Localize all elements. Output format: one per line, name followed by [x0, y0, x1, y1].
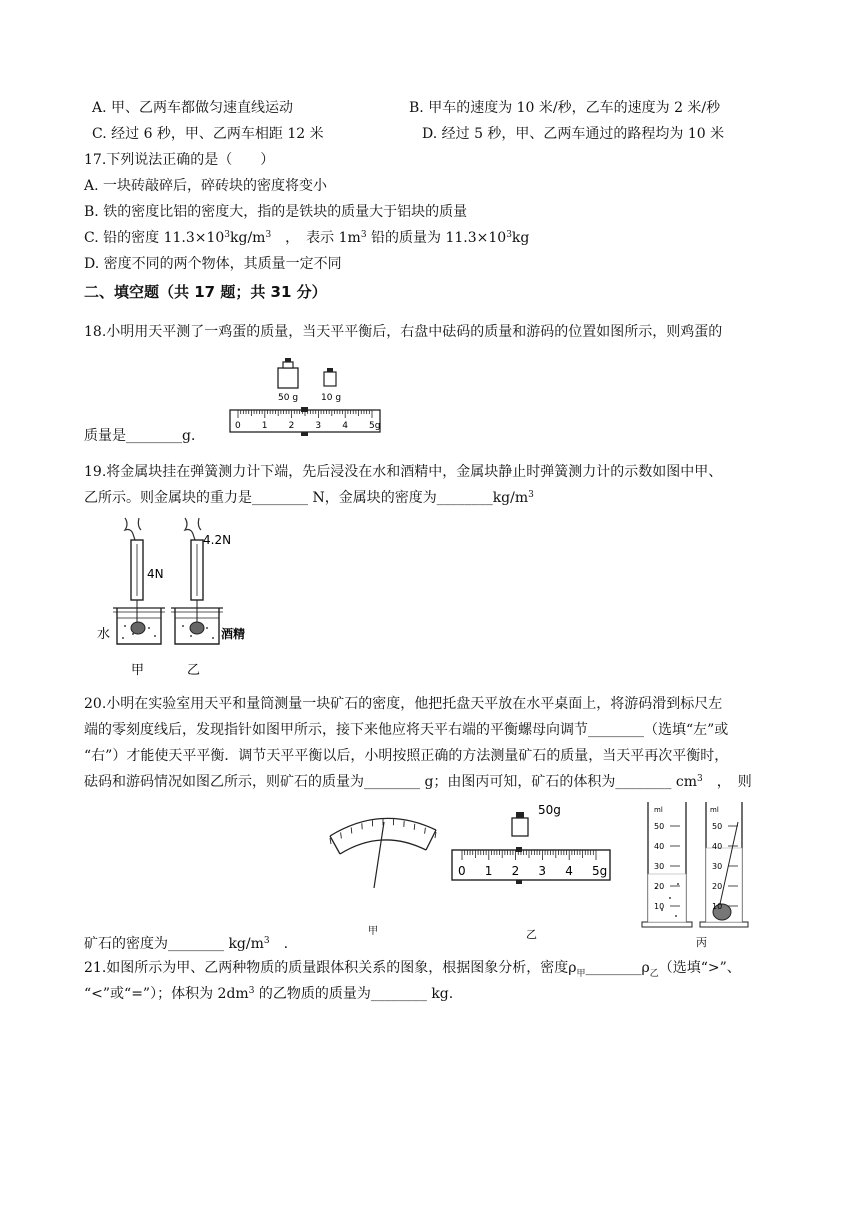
cyl-tick-label: 20 — [654, 882, 665, 891]
scale-label: 4 — [565, 864, 573, 878]
label-yi: 乙 — [187, 663, 201, 678]
liquid-water: 水 — [97, 627, 111, 642]
fig-label-jia: 甲 — [368, 926, 378, 937]
q21-line2: “<”或“=”）；体积为 $2dm^3$ 的乙物质的质量为________ kg. — [84, 986, 454, 1002]
cyl-tick-label: 50 — [712, 822, 723, 831]
q16-option-b: B. 甲车的速度为 10 米/秒，乙车的速度为 2 米/秒 — [409, 100, 721, 116]
scale-label: 0 — [235, 421, 241, 431]
scale-label: 2 — [288, 421, 295, 431]
q18-balance-figure — [228, 352, 384, 438]
scale-label: 1 — [261, 421, 268, 431]
label-jia: 甲 — [131, 663, 145, 678]
scale-label: 4 — [342, 421, 348, 431]
cyl-unit-1: ml — [654, 806, 663, 814]
q16-option-c: C. 经过 6 秒，甲、乙两车相距 12 米 — [92, 126, 324, 142]
scale-label: 3 — [315, 421, 322, 431]
cyl-tick-label: 50 — [654, 822, 665, 831]
rider — [301, 407, 308, 412]
q17-option-b: B. 铁的密度比铝的密度大，指的是铁块的质量大于铝块的质量 — [84, 204, 468, 220]
scale-label: 5g — [592, 864, 608, 878]
q17-option-c: C. 铅的密度 $11.3\times 10^3kg/m^3$ ， 表示 $1m^3$ 铅的质量为 $11.3\times 10^3kg$ — [84, 230, 530, 246]
q17-option-a: A. 一块砖敲碎后，碎砖块的密度将变小 — [84, 178, 328, 194]
q17-stem: 17.下列说法正确的是（ ） — [84, 152, 275, 168]
q17-option-d: D. 密度不同的两个物体，其质量一定不同 — [84, 256, 342, 272]
q20-line2: 端的零刻度线后，发现指针如图甲所示，接下来他应将天平右端的平衡螺母向调节________（选填“左”或 — [84, 722, 729, 738]
reading-jia: 4N — [147, 567, 164, 581]
scale-label: 5g — [369, 421, 381, 431]
weight-50g: 50g — [538, 803, 561, 817]
q18-stem: 18.小明用天平测了一鸡蛋的质量，当天平平衡后，右盘中砝码的质量和游码的位置如图所示，则鸡蛋的 — [84, 324, 723, 340]
q19-line2: 乙所示。则金属块的重力是________ N，金属块的密度为$\_\_\_\_\_\_\_\_kg/m^3$ — [84, 490, 534, 506]
q20-line1: 20.小明在实验室用天平和量筒测量一块矿石的密度，他把托盘天平放在水平桌面上，将游码滑到标尺左 — [84, 696, 723, 712]
pointer — [374, 822, 384, 888]
q20-line3: “右”）才能使天平平衡．调节天平平衡以后，小明按照正确的方法测量矿石的质量，当天平再次平衡时， — [84, 748, 729, 764]
q18-answer-line: 质量是________g． — [84, 428, 205, 444]
scale-label: 1 — [484, 864, 493, 878]
weight-50g-label: 50 g — [278, 393, 299, 403]
q16-option-a: A. 甲、乙两车都做匀速直线运动 — [92, 100, 294, 116]
cyl-tick-label: 40 — [654, 842, 665, 851]
fig-label-bing: 丙 — [696, 936, 707, 948]
scale-label: 0 — [458, 864, 466, 878]
cyl-tick-label: 10 — [654, 902, 665, 911]
scale-label: 2 — [511, 864, 520, 878]
q21-line1: 21.如图所示为甲、乙两种物质的质量跟体积关系的图象，根据图象分析，密度$\rho_甲\_\_\_\_\_\_\_\_\rho_乙$（选填“>”、 — [84, 960, 741, 979]
q19-line1: 19.将金属块挂在弹簧测力计下端，先后浸没在水和酒精中，金属块静止时弹簧测力计的示数如图中甲、 — [84, 464, 723, 480]
q20-line5: 矿石的密度为________ $kg/m^3$ . — [84, 936, 289, 952]
cyl-tick-label: 10 — [712, 902, 723, 911]
cyl-tick-label: 40 — [712, 842, 723, 851]
reading-yi: 4.2N — [203, 533, 232, 547]
cyl-tick-label: 20 — [712, 882, 723, 891]
q16-option-d: D. 经过 5 秒，甲、乙两车通过的路程均为 10 米 — [422, 126, 725, 142]
weight-10g-label: 10 g — [321, 393, 342, 403]
section-heading: 二、填空题（共 17 题；共 31 分） — [84, 283, 327, 301]
liquid-alcohol: 酒精 — [221, 627, 246, 641]
q19-spring-scale-figure — [95, 514, 255, 684]
cyl-unit-2: ml — [710, 806, 719, 814]
q20-line4: 砝码和游码情况如图乙所示，则矿石的质量为________ g；由图丙可知，矿石的体积为________ $cm^3$ ， 则 — [84, 774, 752, 790]
q20-figures — [320, 798, 770, 948]
fig-label-yi: 乙 — [526, 928, 537, 941]
cyl-tick-label: 30 — [654, 862, 665, 871]
cyl-tick-label: 30 — [712, 862, 723, 871]
scale-label: 3 — [538, 864, 547, 878]
